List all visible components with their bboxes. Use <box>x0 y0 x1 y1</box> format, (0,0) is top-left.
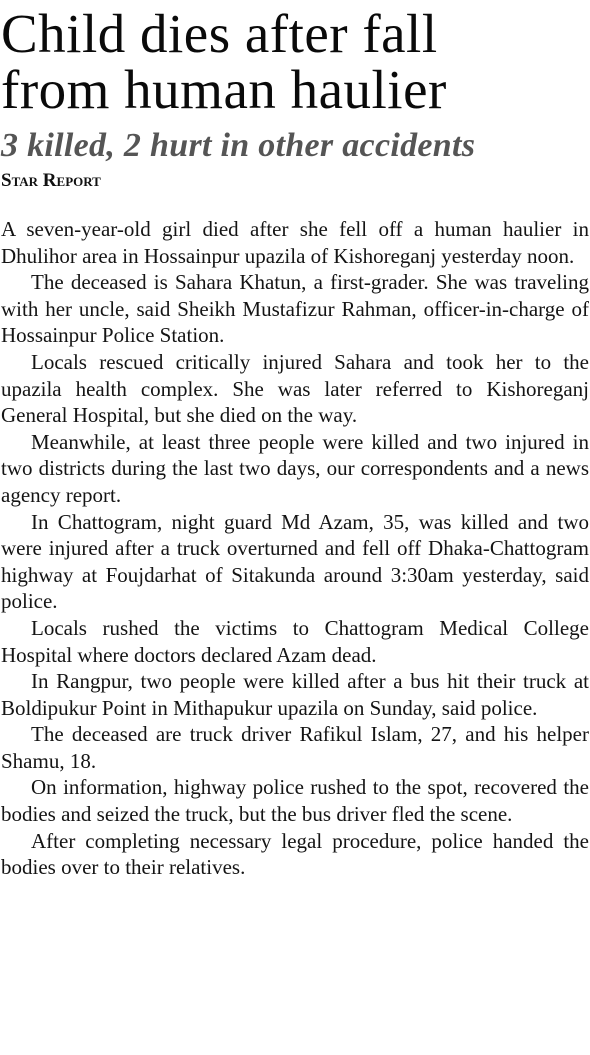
paragraph-4: Meanwhile, at least three people were killed and two injured in two districts during the last two days, our correspondents and a news agency report. <box>1 429 589 507</box>
paragraph-1: A seven-year-old girl died after she fell off a human haulier in Dhulihor area in Hossainpur upazila of Kishoreganj yesterday noon. <box>1 217 589 268</box>
headline-line-2: from human haulier <box>1 59 447 120</box>
paragraph-3: Locals rescued critically injured Sahara and took her to the upazila health complex. She was later referred to Kishoreganj General Hospital, but she died on the way. <box>1 349 589 428</box>
byline: Star Report <box>1 170 101 191</box>
paragraph-10: After completing necessary legal procedure, police handed the bodies over to their relatives. <box>1 828 589 880</box>
article-body <box>1 216 589 881</box>
paragraph-2: The deceased is Sahara Khatun, a first-grader. She was traveling with her uncle, said Sheikh Mustafizur Rahman, officer-in-charge of Hossainpur Police Station. <box>1 270 589 348</box>
paragraph-7: In Rangpur, two people were killed after a bus hit their truck at Boldipukur Point in Mithapukur upazila on Sunday, said police. <box>1 669 589 720</box>
paragraph-5: In Chattogram, night guard Md Azam, 35, was killed and two were injured after a truck overturned and fell off Dhaka-Chattogram highway at Foujdarhat of Sitakunda around 3:30am yesterday, said police. <box>1 509 589 614</box>
paragraph-6: Locals rushed the victims to Chattogram Medical College Hospital where doctors declared Azam dead. <box>1 615 589 667</box>
paragraph-9: On information, highway police rushed to the spot, recovered the bodies and seized the truck, but the bus driver fled the scene. <box>1 775 589 827</box>
paragraph-8: The deceased are truck driver Rafikul Islam, 27, and his helper Shamu, 18. <box>1 722 589 773</box>
subheadline: 3 killed, 2 hurt in other accidents <box>1 127 476 164</box>
headline <box>1 3 589 120</box>
headline-line-1: Child dies after fall <box>1 3 438 64</box>
